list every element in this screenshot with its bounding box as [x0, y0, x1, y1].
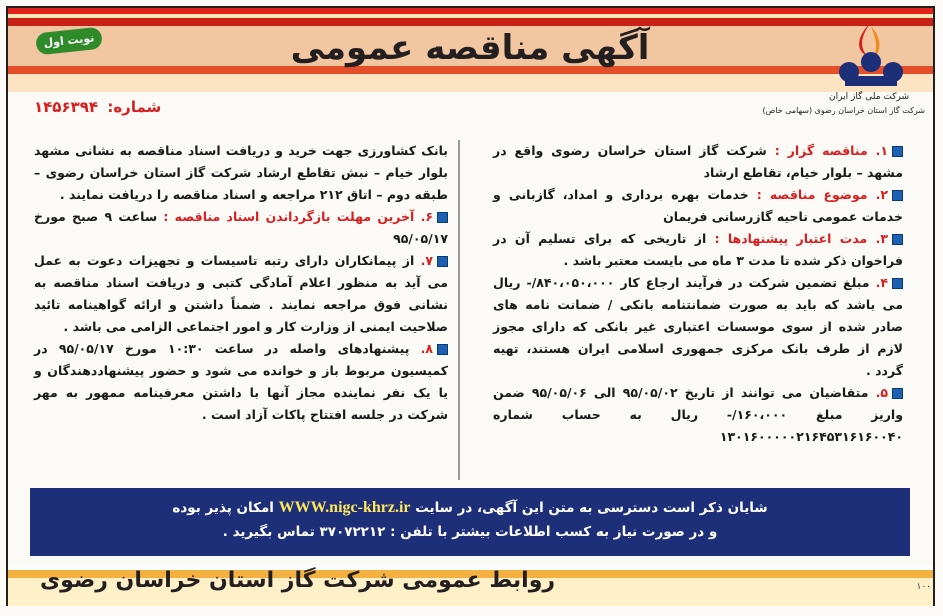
bullet-square-icon — [892, 388, 903, 399]
clause-6 — [34, 206, 448, 250]
clause-5 — [493, 382, 903, 448]
bullet-square-icon — [437, 212, 448, 223]
clause-number: ۵. — [875, 385, 888, 400]
bullet-square-icon — [892, 278, 903, 289]
clause-3 — [493, 228, 903, 272]
website-link[interactable]: WWW.nigc-khrz.ir — [278, 499, 411, 516]
clause-text: از پیمانکاران دارای رتبه تاسیسات و تجهیزات دعوت به عمل می آید به منظور اعلام آمادگی کتبی و دریافت اسناد مناقصه به نشانی فوق مراجعه نمایند . ضمناً داشتن و ارائه گواهینامه تائید صلاحیت ایمنی از وزارت کار و امور اجتماعی الزامی می باشد . — [34, 253, 448, 334]
clause-text: مبلغ تضمین شرکت در فرآیند ارجاع کار ۸۴۰،۰۵۰،۰۰۰/- ریال می باشد که باید به صورت ضمانتنامه بانکی / ضمانت نامه های صادر شده از سوی موسسات اعتباری غیر بانکی که دارای مجوز لازم از طرف بانک مرکزی جمهوری اسلامی ایران هستند، تهیه گردد . — [493, 275, 903, 378]
info-line-2: و در صورت نیاز به کسب اطلاعات بیشتر با تلفن : ۳۷۰۷۲۲۱۲ تماس بگیرید . — [222, 524, 718, 540]
company-logo — [762, 16, 931, 132]
clause-text: متقاضیان می توانند از تاریخ ۹۵/۰۵/۰۲ الی ۹۵/۰۵/۰۶ ضمن واریز مبلغ ۱۶۰،۰۰۰/- ریال به حساب شماره ۱۳۰۱۶۰۰۰۰۰۲۱۶۴۵۳۱۶۱۶۰۰۴۰ — [493, 385, 903, 444]
bullet-square-icon — [892, 234, 903, 245]
clause-text: شرکت گاز استان خراسان رضوی واقع در مشهد – بلوار خیام، تقاطع ارشاد — [493, 143, 903, 180]
clause-key: مدت اعتبار پیشنهادها : — [714, 231, 868, 246]
info-text-before: شایان ذکر است دسترسی به متن این آگهی، در سایت — [415, 500, 768, 516]
logo-line-2: شرکت گاز استان خراسان رضوی (سهامی خاص) — [762, 106, 925, 115]
column-divider — [458, 140, 460, 480]
clause-7 — [34, 250, 448, 338]
clause-text: بانک کشاورزی جهت خرید و دریافت اسناد مناقصه به نشانی مشهد بلوار خیام – نبش تقاطع ارشاد شرکت گاز استان خراسان رضوی – طبقه دوم – اتاق ۲۱۲ مراجعه و اسناد مناقصه را دریافت نمایند . — [34, 143, 448, 202]
info-text-after: امکان پذیر بوده — [172, 500, 274, 516]
footer-public-relations: روابط عمومی شرکت گاز استان خراسان رضوی — [40, 568, 556, 593]
info-line-1 — [30, 496, 910, 520]
left-column — [34, 140, 448, 426]
notice-number-value: ۱۴۵۶۳۹۴ — [34, 98, 99, 116]
clause-number: ۱. — [875, 143, 888, 158]
clause-1 — [493, 140, 903, 184]
clause-4 — [493, 272, 903, 382]
clause-number: ۸. — [420, 341, 434, 356]
corner-number: ۱۰۰ — [916, 582, 931, 592]
clause-8 — [34, 338, 448, 426]
bullet-square-icon — [437, 256, 448, 267]
page-title: آگهی مناقصه عمومی — [290, 28, 650, 68]
contact-info-box — [30, 488, 910, 556]
gas-flame-logo-icon — [811, 16, 931, 96]
clause-key: موضوع مناقصه : — [756, 187, 868, 202]
first-publication-badge: نوبت اول — [35, 27, 103, 56]
logo-line-1: شرکت ملی گاز ایران — [829, 92, 909, 102]
clause-number: ۴. — [875, 275, 888, 290]
clause-number: ۲. — [875, 187, 889, 202]
bullet-square-icon — [892, 190, 903, 201]
right-column — [493, 140, 903, 448]
clause-2 — [493, 184, 903, 228]
clause-text: ساعت ۹ صبح مورخ ۹۵/۰۵/۱۷ — [34, 209, 448, 246]
notice-number-label: شماره: — [107, 98, 162, 116]
bullet-square-icon — [892, 146, 903, 157]
clause-text: پیشنهادهای واصله در ساعت ۱۰:۳۰ مورخ ۹۵/۰۵/۱۷ در کمیسیون مربوط باز و خوانده می شود و حضور پیشنهاددهندگان و یا یک نفر نماینده مجاز آنها با داشتن معرفینامه ممهور به مهر شرکت در جلسه افتتاح پاکات آزاد است . — [34, 341, 448, 422]
clause-key: مناقصه گزار : — [774, 143, 868, 158]
bullet-square-icon — [437, 344, 448, 355]
clause-number: ۶. — [420, 209, 433, 224]
clause-key: آخرین مهلت بازگرداندن اسناد مناقصه : — [163, 209, 415, 224]
clause-text: از تاریخی که برای تسلیم آن در فراخوان ذکر شده تا مدت ۳ ماه می بایست معتبر باشد . — [493, 231, 903, 268]
clause-5-continued — [34, 140, 448, 206]
clause-number: ۳. — [875, 231, 888, 246]
clause-number: ۷. — [420, 253, 433, 268]
notice-number — [34, 98, 161, 116]
clause-text: خدمات بهره برداری و امداد، گازبانی و خدمات عمومی ناحیه گازرسانی فریمان — [493, 187, 903, 224]
